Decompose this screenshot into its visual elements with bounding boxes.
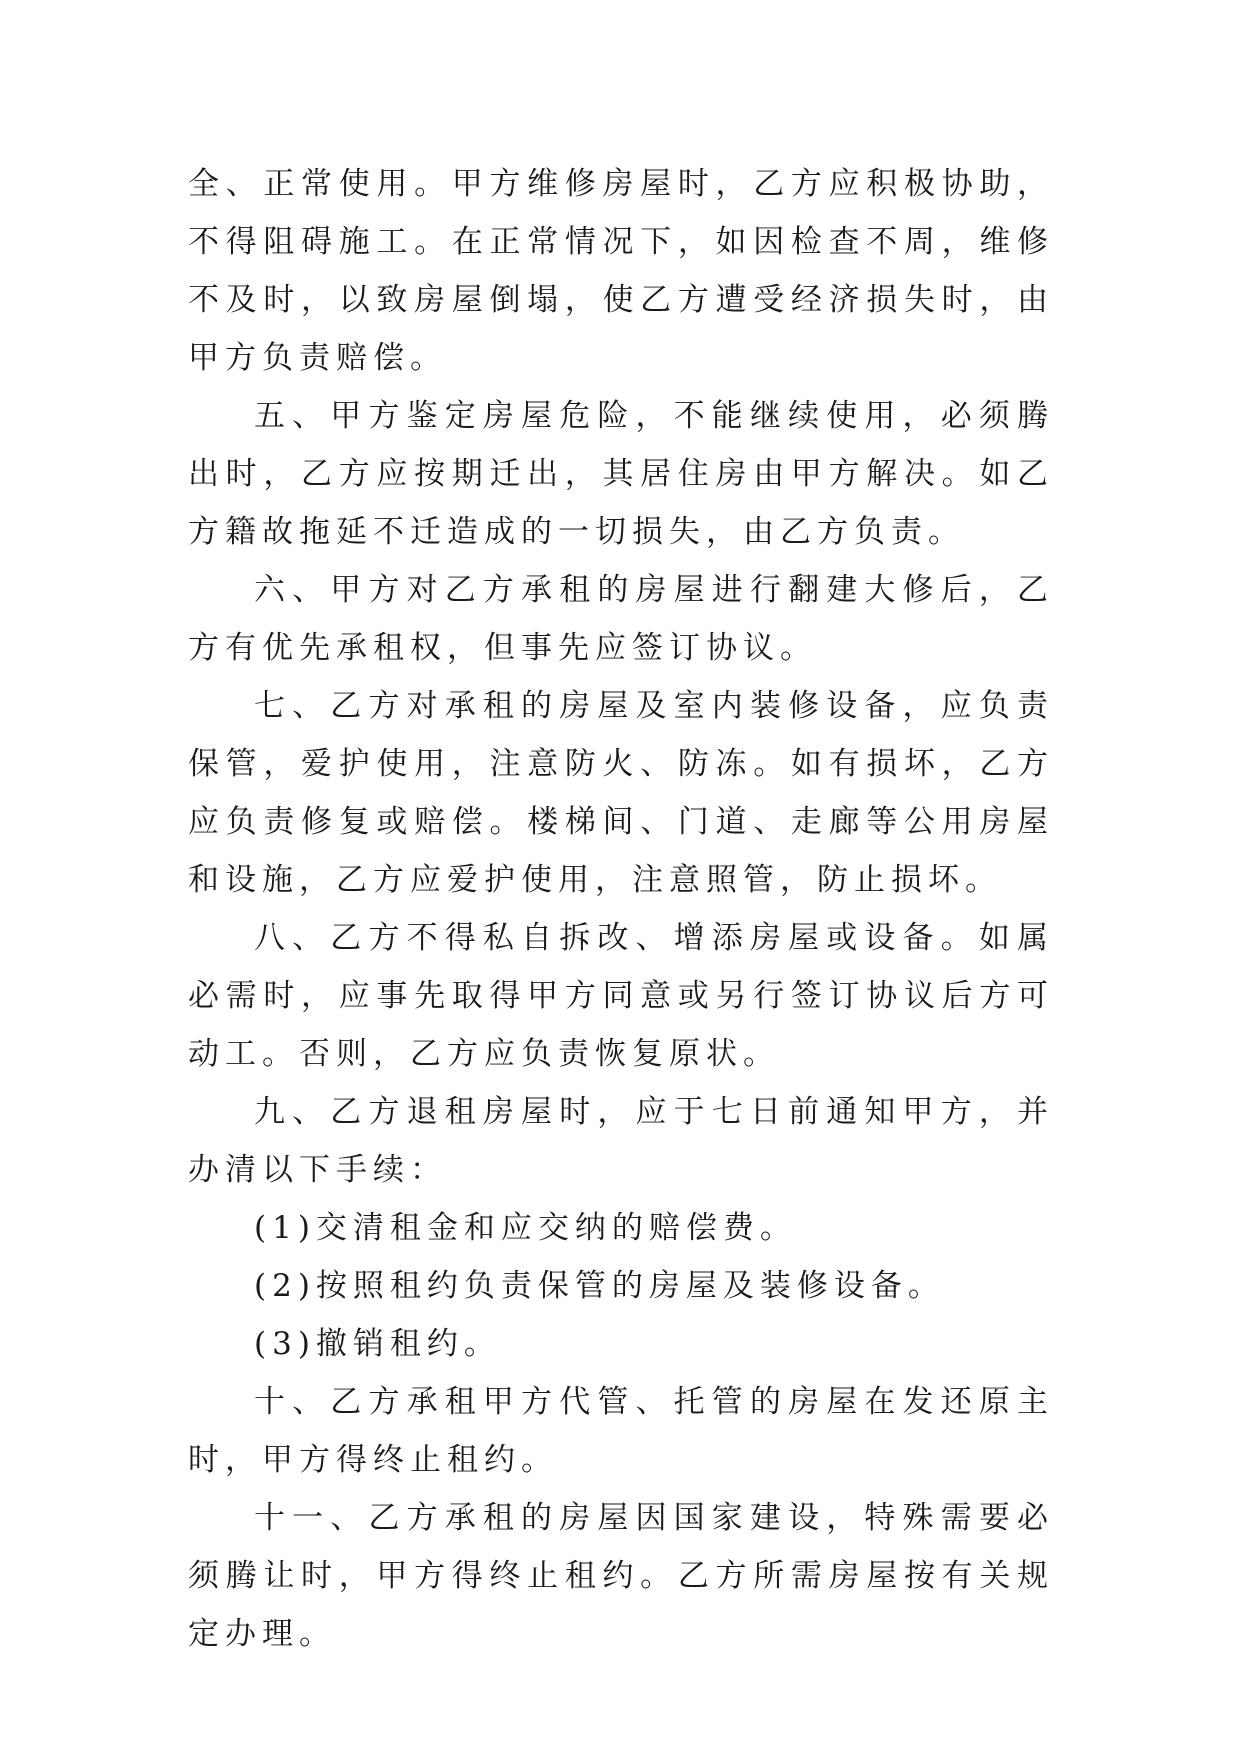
paragraph-continuation: 全、正常使用。甲方维修房屋时，乙方应积极协助，不得阻碍施工。在正常情况下，如因检查不周，维修不及时，以致房屋倒塌，使乙方遭受经济损失时，由甲方负责赔偿。 — [188, 166, 1054, 376]
paragraph-clause-10: 十、乙方承租甲方代管、托管的房屋在发还原主时，甲方得终止租约。 — [188, 1384, 1054, 1478]
document-body — [188, 155, 1054, 1663]
paragraph-clause-8: 八、乙方不得私自拆改、增添房屋或设备。如属必需时，应事先取得甲方同意或另行签订协议后方可动工。否则，乙方应负责恢复原状。 — [188, 920, 1054, 1072]
paragraph-clause-6: 六、甲方对乙方承租的房屋进行翻建大修后，乙方有优先承租权，但事先应签订协议。 — [188, 572, 1054, 666]
paragraph-clause-5: 五、甲方鉴定房屋危险，不能继续使用，必须腾出时，乙方应按期迁出，其居住房由甲方解决。如乙方籍故拖延不迁造成的一切损失，由乙方负责。 — [188, 398, 1054, 550]
list-item-3: (3)撤销租约。 — [254, 1326, 501, 1362]
paragraph-clause-11: 十一、乙方承租的房屋因国家建设，特殊需要必须腾让时，甲方得终止租约。乙方所需房屋按有关规定办理。 — [188, 1500, 1054, 1652]
list-item-1: (1)交清租金和应交纳的赔偿费。 — [254, 1210, 797, 1246]
paragraph-clause-9: 九、乙方退租房屋时，应于七日前通知甲方，并办清以下手续： — [188, 1094, 1054, 1188]
list-item-2: (2)按照租约负责保管的房屋及装修设备。 — [254, 1268, 945, 1304]
paragraph-clause-7: 七、乙方对承租的房屋及室内装修设备，应负责保管，爱护使用，注意防火、防冻。如有损坏，乙方应负责修复或赔偿。楼梯间、门道、走廊等公用房屋和设施，乙方应爱护使用，注意照管，防止损坏。 — [188, 688, 1054, 898]
